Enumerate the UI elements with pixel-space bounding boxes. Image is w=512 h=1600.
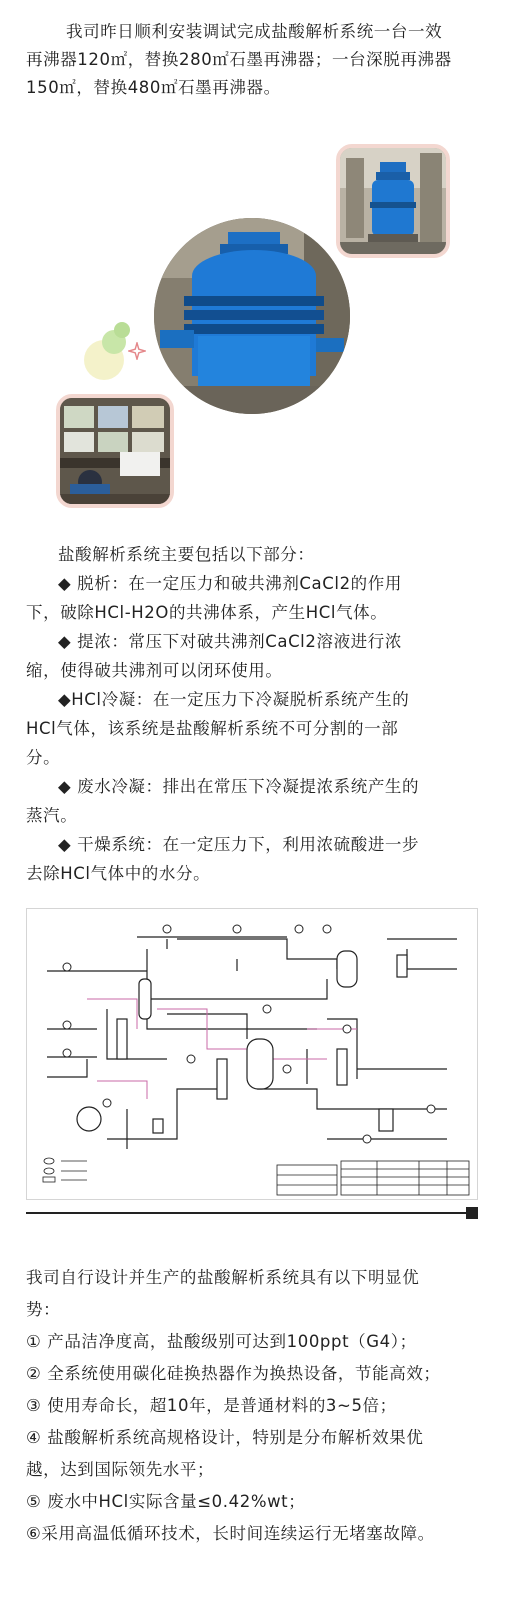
reboiler-photo-image — [154, 218, 350, 414]
system-item-text: 分。 — [26, 748, 61, 767]
intro-line-1: 我司昨日顺利安装调试完成盐酸解析系统一台一效 — [66, 22, 443, 41]
decor-circle — [114, 322, 130, 338]
section-divider — [26, 1212, 476, 1214]
system-item-text: 下，破除HCl-H2O的共沸体系，产生HCl气体。 — [26, 603, 388, 622]
process-flow-drawing — [27, 909, 477, 1199]
advantage-item: 越，达到国际领先水平； — [26, 1460, 215, 1479]
intro-paragraph — [26, 18, 486, 102]
equipment-photo-image — [340, 148, 446, 254]
control-room-photo-image — [60, 398, 170, 504]
process-flow-diagram — [26, 908, 478, 1200]
control-room-photo — [56, 394, 174, 508]
advantages-section — [26, 1262, 486, 1550]
divider-end-square — [466, 1207, 478, 1219]
system-heading: 盐酸解析系统主要包括以下部分： — [58, 545, 315, 564]
system-item-text: 蒸汽。 — [26, 806, 78, 825]
advantages-heading-cont: 势： — [26, 1300, 61, 1319]
advantage-item: ② 全系统使用碳化硅换热器作为换热设备，节能高效； — [26, 1364, 441, 1383]
advantage-item: ③ 使用寿命长，超10年，是普通材料的3~5倍； — [26, 1396, 397, 1415]
intro-line-3: 150㎡，替换480㎡石墨再沸器。 — [26, 78, 281, 97]
system-item-text: HCl气体，该系统是盐酸解析系统不可分割的一部 — [26, 719, 399, 738]
system-item-text: ◆ 脱析：在一定压力和破共沸剂CaCl2的作用 — [58, 574, 402, 593]
reboiler-photo — [154, 218, 350, 414]
system-item-text: ◆ 提浓：常压下对破共沸剂CaCl2溶液进行浓 — [58, 632, 402, 651]
equipment-photo — [336, 144, 450, 258]
system-item-text: ◆ 废水冷凝：排出在常压下冷凝提浓系统产生的 — [58, 777, 420, 796]
system-item-text: 去除HCl气体中的水分。 — [26, 864, 211, 883]
system-item-text: ◆ 干燥系统：在一定压力下，利用浓硫酸进一步 — [58, 835, 420, 854]
system-item-text: 缩，使得破共沸剂可以闭环使用。 — [26, 661, 283, 680]
intro-line-2: 再沸器120㎡，替换280㎡石墨再沸器；一台深脱再沸器 — [26, 50, 452, 69]
advantage-item: ⑤ 废水中HCl实际含量≤0.42%wt； — [26, 1492, 306, 1511]
sparkle-icon — [128, 342, 146, 360]
system-description — [26, 540, 486, 888]
advantages-heading: 我司自行设计并生产的盐酸解析系统具有以下明显优 — [26, 1268, 420, 1287]
advantage-item: ④ 盐酸解析系统高规格设计，特别是分布解析效果优 — [26, 1428, 424, 1447]
system-item-text: ◆HCl冷凝：在一定压力下冷凝脱析系统产生的 — [58, 690, 410, 709]
advantage-item: ⑥采用高温低循环技术，长时间连续运行无堵塞故障。 — [26, 1524, 435, 1543]
advantage-item: ① 产品洁净度高，盐酸级别可达到100ppt（G4）； — [26, 1332, 417, 1351]
